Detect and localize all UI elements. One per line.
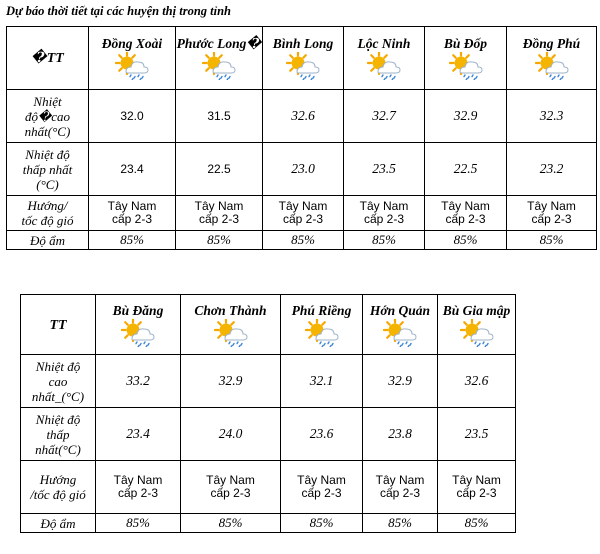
wind-level: cấp 2-3 [301,486,342,500]
wind-cell [263,196,344,231]
min-temp-row [21,408,516,461]
label-line: (°C) [36,176,59,192]
min-temp-value: 23.5 [464,426,489,441]
tt-header: �TT [7,27,89,90]
humidity-label-text: Độ ẩm [40,515,76,531]
wind-direction: Tây Nam [107,199,157,213]
district-name: Đồng Xoài [101,36,163,51]
district-header [89,27,176,90]
min-temp-cell [507,143,597,196]
humidity-cell [425,231,507,250]
max-temp-cell [181,355,281,408]
label-line: thấp nhất [22,161,73,177]
forecast-table-2 [20,294,516,533]
district-name: Bình Long [272,36,334,51]
label-line: Nhiệt [33,93,62,109]
sun-cloud-rain-icon [286,52,320,80]
min-temp-value: 23.5 [372,161,396,176]
max-temp-cell [96,355,181,408]
wind-direction: Tây Nam [113,473,163,487]
label-line: nhất(°C) [24,123,71,139]
wind-direction: Tây Nam [452,473,501,487]
wind-level: cấp 2-3 [282,212,324,226]
district-name: Phú Riềng [291,302,352,318]
district-name: Bù Đốp [443,36,488,51]
humidity-value: 85% [453,232,478,247]
max-temp-cell [263,90,344,143]
wind-cell [425,196,507,231]
header-row [21,295,516,355]
label-line: Nhiệt độ [35,411,81,427]
max-temp-cell [425,90,507,143]
humidity-value: 85% [388,515,412,530]
wind-level: cấp 2-3 [379,486,421,500]
max-temp-cell [281,355,363,408]
sun-cloud-rain-icon [202,52,236,80]
wind-direction: Tây Nam [297,473,346,487]
min-temp-cell [281,408,363,461]
humidity-cell [181,514,281,533]
humidity-value: 85% [126,515,150,530]
humidity-value: 85% [120,232,144,247]
wind-cell [281,461,363,514]
min-temp-value: 23.4 [126,426,150,441]
district-header [281,295,363,355]
max-temp-row [21,355,516,408]
min-temp-row [7,143,597,196]
district-header [176,27,263,90]
wind-cell [96,461,181,514]
humidity-value: 85% [291,232,315,247]
wind-cell [181,461,281,514]
wind-level: cấp 2-3 [210,486,251,500]
wind-cell [344,196,425,231]
max-temp-value: 32.9 [453,108,478,123]
max-temp-cell [89,90,176,143]
humidity-value: 85% [539,232,564,247]
min-temp-cell [425,143,507,196]
humidity-cell [176,231,263,250]
humidity-cell [363,514,438,533]
sun-cloud-rain-icon [383,319,417,347]
max-temp-value: 32.6 [464,373,489,388]
humidity-cell [507,231,597,250]
min-temp-cell [89,143,176,196]
district-name: Bù Gia mập [442,302,511,318]
humidity-row [7,231,597,250]
wind-row [7,196,597,231]
humidity-value: 85% [309,515,334,530]
wind-cell [438,461,516,514]
district-header [181,295,281,355]
wind-row [21,461,516,514]
wind-level: cấp 2-3 [363,212,405,226]
wind-level: cấp 2-3 [456,486,497,500]
max-temp-row [7,90,597,143]
district-header [263,27,344,90]
humidity-value: 85% [218,515,243,530]
humidity-cell [263,231,344,250]
max-temp-label [7,90,89,143]
district-name: Bù Đăng [112,302,164,318]
max-temp-cell [507,90,597,143]
humidity-value: 85% [464,515,489,530]
label-line: Hướng/ [27,198,68,213]
min-temp-value: 24.0 [218,426,243,441]
max-temp-cell [176,90,263,143]
wind-direction: Tây Nam [359,199,409,213]
district-header [507,27,597,90]
wind-cell [363,461,438,514]
humidity-label [21,514,96,533]
min-temp-cell [96,408,181,461]
wind-direction: Tây Nam [278,199,328,213]
humidity-value: 85% [372,232,396,247]
district-name: Hớn Quản [369,302,431,318]
wind-level: cấp 2-3 [198,212,240,226]
wind-level: cấp 2-3 [445,212,486,226]
sun-cloud-rain-icon [305,319,339,347]
sun-cloud-rain-icon [449,52,483,80]
min-temp-value: 22.5 [207,162,231,176]
sun-cloud-rain-icon [367,52,401,80]
wind-level: cấp 2-3 [531,212,572,226]
min-temp-label [21,408,96,461]
max-temp-label [21,355,96,408]
max-temp-value: 32.3 [539,108,564,123]
wind-direction: Tây Nam [441,199,490,213]
min-temp-cell [181,408,281,461]
wind-cell [507,196,597,231]
min-temp-cell [176,143,263,196]
min-temp-cell [363,408,438,461]
wind-level: cấp 2-3 [111,212,153,226]
max-temp-value: 32.7 [372,108,396,123]
district-header [425,27,507,90]
district-name: Đồng Phú [522,36,581,51]
label-line: thấp [46,426,70,442]
max-temp-value: 31.5 [207,109,231,123]
district-name: Phước Long� [176,36,262,51]
max-temp-value: 32.9 [388,373,412,388]
forecast-table-1 [6,26,597,250]
max-temp-value: 32.6 [291,108,315,123]
label-line: Nhiệt độ [35,358,81,374]
district-header [96,295,181,355]
wind-direction: Tây Nam [375,473,425,487]
min-temp-cell [263,143,344,196]
wind-cell [176,196,263,231]
min-temp-value: 23.6 [309,426,334,441]
sun-cloud-rain-icon [214,319,248,347]
min-temp-value: 23.0 [291,161,315,176]
label-line: nhất(°C) [35,441,81,457]
humidity-row [21,514,516,533]
min-temp-value: 23.4 [120,162,144,176]
humidity-cell [281,514,363,533]
max-temp-value: 33.2 [126,373,150,388]
max-temp-value: 32.1 [309,373,334,388]
wind-label [21,461,96,514]
wind-direction: Tây Nam [194,199,244,213]
district-header [363,295,438,355]
district-name: Lộc Ninh [357,36,411,51]
min-temp-value: 23.8 [388,426,412,441]
max-temp-value: 32.9 [218,373,243,388]
label-line: Hướng [39,472,77,487]
district-name: Chơn Thành [194,302,267,318]
sun-cloud-rain-icon [535,52,569,80]
sun-cloud-rain-icon [115,52,149,80]
min-temp-cell [344,143,425,196]
humidity-cell [438,514,516,533]
min-temp-cell [438,408,516,461]
label-line: /tốc độ gió [30,487,86,502]
header-row [7,27,597,90]
district-header [438,295,516,355]
humidity-value: 85% [207,232,231,247]
sun-cloud-rain-icon [460,319,494,347]
min-temp-value: 23.2 [539,161,564,176]
humidity-cell [344,231,425,250]
min-temp-value: 22.5 [453,161,478,176]
label-line: nhất_(°C) [31,388,85,404]
tt-header: TT [21,295,96,355]
max-temp-cell [438,355,516,408]
page-title: Dự báo thời tiết tại các huyện thị trong tỉnh [6,4,231,18]
max-temp-value: 32.0 [120,109,144,123]
humidity-label [7,231,89,250]
humidity-cell [89,231,176,250]
wind-label [7,196,89,231]
humidity-label-text: Độ ẩm [29,232,66,248]
wind-direction: Tây Nam [527,199,576,213]
wind-level: cấp 2-3 [117,486,159,500]
wind-cell [89,196,176,231]
label-line: cao [48,373,68,389]
label-line: độ�cao [24,108,71,124]
max-temp-cell [363,355,438,408]
max-temp-cell [344,90,425,143]
district-header [344,27,425,90]
humidity-cell [96,514,181,533]
min-temp-label [7,143,89,196]
wind-direction: Tây Nam [206,473,255,487]
sun-cloud-rain-icon [121,319,155,347]
label-line: tốc độ gió [21,213,74,228]
label-line: Nhiệt độ [25,146,70,162]
